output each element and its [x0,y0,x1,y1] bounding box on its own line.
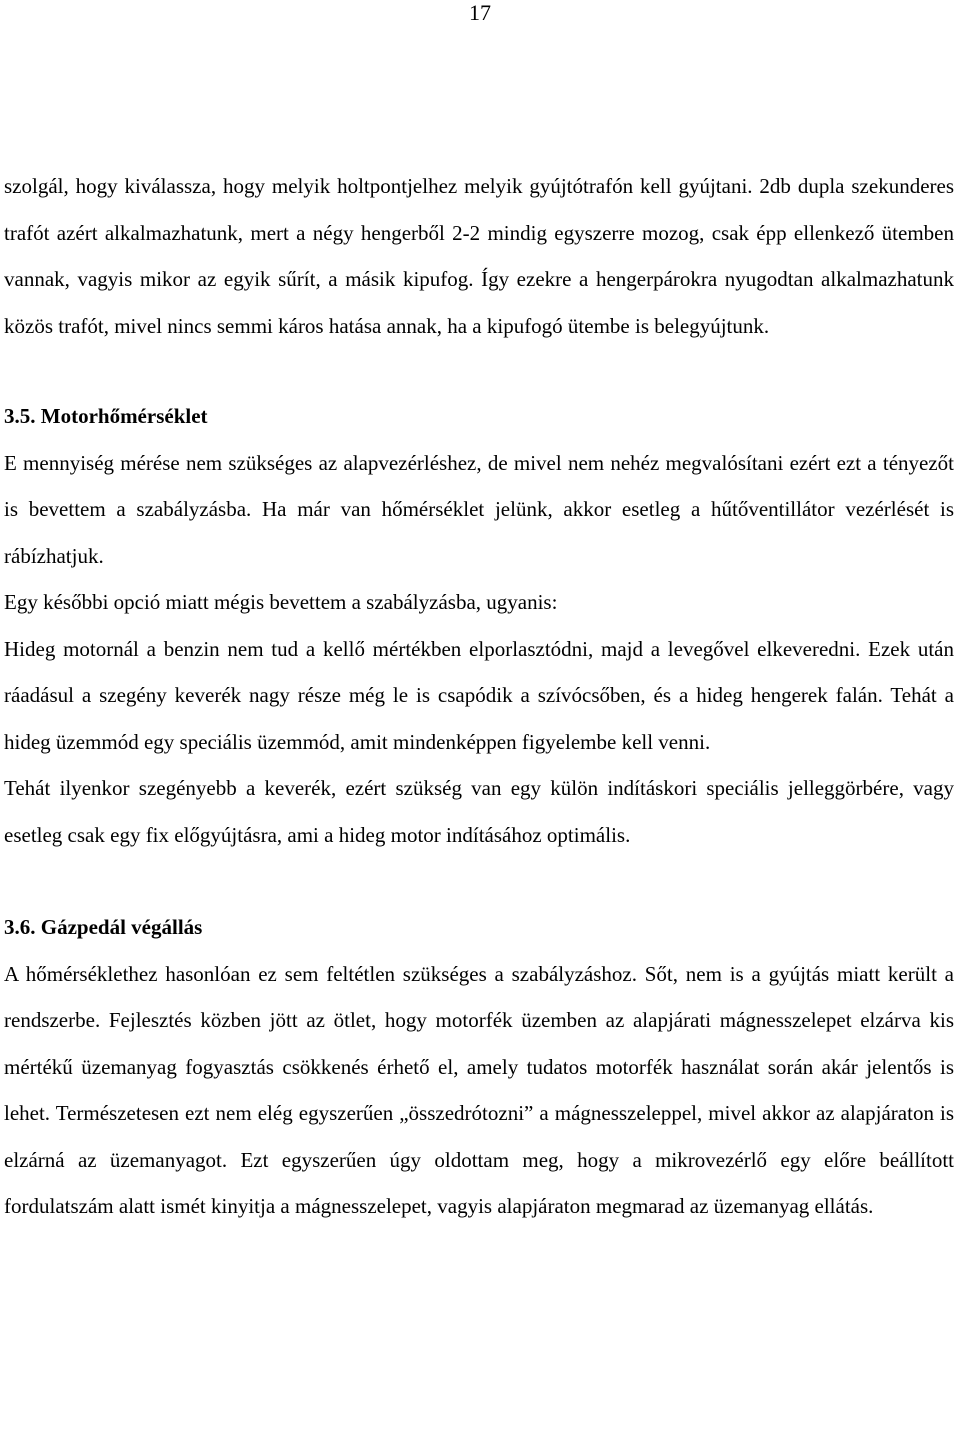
paragraph-3-6-1: A hőmérséklethez hasonlóan ez sem feltétlen szükséges a szabályzáshoz. Sőt, nem is a gyújtás miatt került a rendszerbe. Fejlesztés közben jött az ötlet, hogy motorfék üzemben az alapjárati mágnesszelepet elzárva kis mértékű üzemanyag fogyasztás csökkenés érhető el, amely tudatos motorfék használat során akár jelentős is lehet. Természetesen ezt nem elég egyszerűen „összedrótozni” a mágnesszeleppel, mivel akkor az alapjáraton is elzárná az üzemanyagot. Ezt egyszerűen úgy oldottam meg, hogy a mikrovezérlő egy előre beállított fordulatszám alatt ismét kinyitja a mágnesszelepet, vagyis alapjáraton megmarad az üzemanyag ellátás. [4,961,954,1218]
section-heading-3-6: 3.6. Gázpedál végállás [4,915,203,939]
section-heading-3-5: 3.5. Motorhőmérséklet [4,404,208,428]
section-spacer [4,858,954,904]
paragraph-3-5-3: Hideg motornál a benzin nem tud a kellő mértékben elporlasztódni, majd a levegővel elkeveredni. Ezek után ráadásul a szegény keverék nagy része még le is csapódik a szívócsőben, és a hideg hengerek falán. Tehát a hideg üzemmód egy speciális üzemmód, amit mindenképpen figyelembe kell venni. [4,636,954,754]
intro-paragraph: szolgál, hogy kiválassza, hogy melyik holtpontjelhez melyik gyújtótrafón kell gyújtani. 2db dupla szekunderes trafót azért alkalmazhatunk, mert a négy hengerből 2-2 mindig egyszerre mozog, csak épp ellenkező ütemben vannak, vagyis mikor az egyik sűrít, a másik kipufog. Így ezekre a hengerpárokra nyugodtan alkalmazhatunk közös trafót, mivel nincs semmi káros hatása annak, ha a kipufogó ütembe is belegyújtunk. [4,174,954,338]
paragraph-3-5-4: Tehát ilyenkor szegényebb a keverék, ezért szükség van egy külön indításkori speciális jelleggörbére, vagy esetleg csak egy fix előgyújtásra, ami a hideg motor indításához optimális. [4,776,954,847]
paragraph-3-5-1: E mennyiség mérése nem szükséges az alapvezérléshez, de mivel nem nehéz megvalósítani ezért ezt a tényezőt is bevettem a szabályzásba. Ha már van hőmérséklet jelünk, akkor esetleg a hűtőventillátor vezérlését is rábízhatjuk. [4,450,954,568]
section-spacer [4,349,954,393]
document-body [4,163,954,1230]
page-number: 17 [469,0,491,25]
paragraph-3-5-2: Egy későbbi opció miatt mégis bevettem a szabályzásba, ugyanis: [4,590,558,614]
